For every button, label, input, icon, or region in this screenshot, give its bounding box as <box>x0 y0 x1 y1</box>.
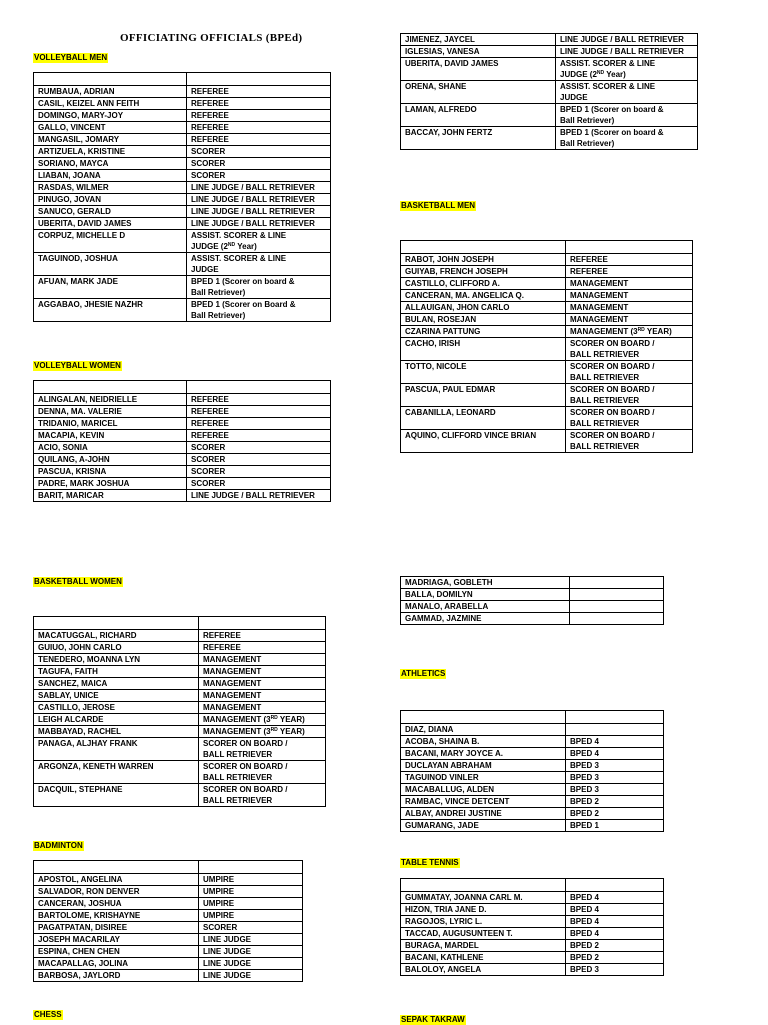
official-position: BPED 2 <box>566 796 664 808</box>
official-name: JOSEPH MACARILAY <box>34 934 199 946</box>
official-name: PINUGO, JOVAN <box>34 194 187 206</box>
official-name: MACABALLUG, ALDEN <box>401 784 566 796</box>
official-name: TOTTO, NICOLE <box>401 361 566 384</box>
official-name: CABANILLA, LEONARD <box>401 407 566 430</box>
table-row <box>34 738 326 761</box>
table-row <box>34 761 326 784</box>
official-name: LAMAN, ALFREDO <box>401 104 556 127</box>
table-row <box>401 784 664 796</box>
table-row <box>34 934 303 946</box>
official-position: SCORER <box>187 170 331 182</box>
table-row <box>34 110 331 122</box>
official-position: REFEREE <box>187 394 331 406</box>
table-row <box>34 466 331 478</box>
table-header-row <box>34 381 331 394</box>
official-name: MACAPIA, KEVIN <box>34 430 187 442</box>
official-name: AFUAN, MARK JADE <box>34 276 187 299</box>
official-name: PASCUA, PAUL EDMAR <box>401 384 566 407</box>
official-position: LINE JUDGE / BALL RETRIEVER <box>187 194 331 206</box>
volleyball-men-table <box>33 72 331 322</box>
official-position: ASSIST. SCORER & LINE JUDGE <box>556 81 698 104</box>
table-row <box>34 418 331 430</box>
table-row <box>401 589 664 601</box>
official-position <box>570 589 664 601</box>
table-row <box>34 86 331 98</box>
table-row <box>401 820 664 832</box>
official-position: LINE JUDGE / BALL RETRIEVER <box>187 206 331 218</box>
official-position <box>570 601 664 613</box>
official-name: PADRE, MARK JOSHUA <box>34 478 187 490</box>
official-position: BPED 4 <box>566 748 664 760</box>
table-row <box>34 714 326 726</box>
official-name: SANCHEZ, MAICA <box>34 678 199 690</box>
official-name: LEIGH ALCARDE <box>34 714 199 726</box>
table-row <box>401 892 664 904</box>
table-row <box>401 127 698 150</box>
table-row <box>34 970 303 982</box>
official-name: CANCERAN, JOSHUA <box>34 898 199 910</box>
volleyball-women-table <box>33 380 331 502</box>
official-name: ACIO, SONIA <box>34 442 187 454</box>
official-position: UMPIRE <box>199 886 303 898</box>
table-row <box>34 206 331 218</box>
table-row <box>34 490 331 502</box>
table-row <box>401 302 693 314</box>
official-name: GUMMATAY, JOANNA CARL M. <box>401 892 566 904</box>
official-name: LIABAN, JOANA <box>34 170 187 182</box>
table-row <box>34 406 331 418</box>
official-position: BPED 2 <box>566 940 664 952</box>
table-header-row <box>401 711 664 724</box>
official-name: AGGABAO, JHESIE NAZHR <box>34 299 187 322</box>
table-row <box>34 478 331 490</box>
official-name: CASIL, KEIZEL ANN FEITH <box>34 98 187 110</box>
basketball-women-continued-table <box>400 576 664 625</box>
official-name: ALBAY, ANDREI JUSTINE <box>401 808 566 820</box>
official-name: IGLESIAS, VANESA <box>401 46 556 58</box>
official-position: SCORER ON BOARD / BALL RETRIEVER <box>566 338 693 361</box>
table-row <box>34 276 331 299</box>
official-position: SCORER <box>187 146 331 158</box>
official-position: BPED 3 <box>566 784 664 796</box>
official-position: SCORER <box>187 478 331 490</box>
table-row <box>34 122 331 134</box>
table-row <box>34 922 303 934</box>
official-name: SABLAY, UNICE <box>34 690 199 702</box>
table-row <box>401 928 664 940</box>
table-row <box>401 46 698 58</box>
table-row <box>401 34 698 46</box>
table-row <box>34 886 303 898</box>
official-name: RASDAS, WILMER <box>34 182 187 194</box>
official-name: TAGUINOD, JOSHUA <box>34 253 187 276</box>
official-position: BPED 1 <box>566 820 664 832</box>
table-row <box>34 642 326 654</box>
table-header-row <box>401 879 664 892</box>
official-name: BACCAY, JOHN FERTZ <box>401 127 556 150</box>
section-label-athletics: ATHLETICS <box>401 669 446 678</box>
table-header-row <box>34 617 326 630</box>
official-position: MANAGEMENT (3RD YEAR) <box>566 326 693 338</box>
section-label-basketball-women: BASKETBALL WOMEN <box>34 577 122 586</box>
section-label-sepak-takraw: SEPAK TAKRAW <box>401 1015 465 1024</box>
official-name: JIMENEZ, JAYCEL <box>401 34 556 46</box>
section-label-chess: CHESS <box>34 1010 62 1019</box>
official-name: TACCAD, AUGUSUNTEEN T. <box>401 928 566 940</box>
table-header-row <box>401 241 693 254</box>
table-row <box>401 601 664 613</box>
official-position: REFEREE <box>187 86 331 98</box>
table-row <box>34 874 303 886</box>
official-name: HIZON, TRIA JANE D. <box>401 904 566 916</box>
table-row <box>401 314 693 326</box>
table-row <box>401 104 698 127</box>
official-position: BPED 1 (Scorer on board & Ball Retriever) <box>556 104 698 127</box>
official-position: LINE JUDGE / BALL RETRIEVER <box>187 490 331 502</box>
table-row <box>34 666 326 678</box>
official-position: BPED 2 <box>566 808 664 820</box>
official-position: SCORER ON BOARD / BALL RETRIEVER <box>566 361 693 384</box>
table-row <box>34 230 331 253</box>
table-row <box>401 254 693 266</box>
table-row <box>401 338 693 361</box>
table-row <box>34 218 331 230</box>
official-name: MANALO, ARABELLA <box>401 601 570 613</box>
official-position: BPED 1 (Scorer on board & Ball Retriever) <box>556 127 698 150</box>
table-row <box>34 630 326 642</box>
table-row <box>34 253 331 276</box>
table-row <box>401 952 664 964</box>
table-tennis-table <box>400 878 664 976</box>
official-name: TRIDANIO, MARICEL <box>34 418 187 430</box>
table-row <box>401 748 664 760</box>
official-name: BARBOSA, JAYLORD <box>34 970 199 982</box>
official-name: DOMINGO, MARY-JOY <box>34 110 187 122</box>
official-position: SCORER <box>187 158 331 170</box>
table-row <box>401 808 664 820</box>
official-name: ORENA, SHANE <box>401 81 556 104</box>
official-name: QUILANG, A-JOHN <box>34 454 187 466</box>
official-name: MACATUGGAL, RICHARD <box>34 630 199 642</box>
official-position: REFEREE <box>566 266 693 278</box>
official-position: REFEREE <box>199 630 326 642</box>
official-name: ARTIZUELA, KRISTINE <box>34 146 187 158</box>
official-position: LINE JUDGE <box>199 934 303 946</box>
table-row <box>34 702 326 714</box>
official-position: MANAGEMENT <box>566 278 693 290</box>
table-row <box>401 430 693 453</box>
official-name: ARGONZA, KENETH WARREN <box>34 761 199 784</box>
table-row <box>401 736 664 748</box>
official-name: CANCERAN, MA. ANGELICA Q. <box>401 290 566 302</box>
table-row <box>34 299 331 322</box>
official-position: BPED 3 <box>566 772 664 784</box>
table-row <box>34 958 303 970</box>
table-header-row <box>34 861 303 874</box>
official-position: UMPIRE <box>199 910 303 922</box>
table-row <box>401 278 693 290</box>
basketball-men-table <box>400 240 693 453</box>
official-name: CASTILLO, CLIFFORD A. <box>401 278 566 290</box>
official-name: CZARINA PATTUNG <box>401 326 566 338</box>
official-position: BPED 4 <box>566 904 664 916</box>
section-label-volleyball-men: VOLLEYBALL MEN <box>34 53 108 62</box>
table-row <box>34 654 326 666</box>
official-position: ASSIST. SCORER & LINE JUDGE (2ND Year) <box>187 230 331 253</box>
official-position: BPED 1 (Scorer on Board & Ball Retriever) <box>187 299 331 322</box>
official-name: UBERITA, DAVID JAMES <box>34 218 187 230</box>
official-name: ALLAUIGAN, JHON CARLO <box>401 302 566 314</box>
official-name: GUIUO, JOHN CARLO <box>34 642 199 654</box>
table-row <box>401 290 693 302</box>
table-row <box>401 58 698 81</box>
table-row <box>34 146 331 158</box>
official-name: SALVADOR, RON DENVER <box>34 886 199 898</box>
table-row <box>34 394 331 406</box>
official-position: BPED 4 <box>566 736 664 748</box>
table-row <box>401 577 664 589</box>
table-row <box>34 946 303 958</box>
section-label-table-tennis: TABLE TENNIS <box>401 858 459 867</box>
official-name: RAMBAC, VINCE DETCENT <box>401 796 566 808</box>
official-position: ASSIST. SCORER & LINE JUDGE <box>187 253 331 276</box>
official-name: RAGOJOS, LYRIC L. <box>401 916 566 928</box>
section-label-badminton: BADMINTON <box>34 841 83 850</box>
section-label-basketball-men: BASKETBALL MEN <box>401 201 476 210</box>
athletics-table <box>400 710 664 832</box>
table-row <box>34 134 331 146</box>
document-title: OFFICIATING OFFICIALS (BPEd) <box>120 32 303 44</box>
table-row <box>34 170 331 182</box>
table-row <box>401 724 664 736</box>
table-row <box>34 910 303 922</box>
official-position: BPED 3 <box>566 760 664 772</box>
table-row <box>34 690 326 702</box>
official-name: ALINGALAN, NEIDRIELLE <box>34 394 187 406</box>
table-row <box>401 613 664 625</box>
official-name: DENNA, MA. VALERIE <box>34 406 187 418</box>
official-position: BPED 4 <box>566 892 664 904</box>
official-position: LINE JUDGE <box>199 958 303 970</box>
table-row <box>34 898 303 910</box>
table-row <box>401 326 693 338</box>
official-position: SCORER ON BOARD / BALL RETRIEVER <box>199 784 326 807</box>
official-name: DIAZ, DIANA <box>401 724 566 736</box>
official-position: UMPIRE <box>199 874 303 886</box>
official-name: ACOBA, SHAINA B. <box>401 736 566 748</box>
table-row <box>34 726 326 738</box>
official-position: SCORER ON BOARD / BALL RETRIEVER <box>199 761 326 784</box>
table-row <box>401 361 693 384</box>
table-row <box>34 98 331 110</box>
official-name: BACANI, MARY JOYCE A. <box>401 748 566 760</box>
official-position: SCORER <box>187 454 331 466</box>
official-position: LINE JUDGE <box>199 946 303 958</box>
table-row <box>34 430 331 442</box>
official-position: UMPIRE <box>199 898 303 910</box>
official-position: LINE JUDGE / BALL RETRIEVER <box>556 46 698 58</box>
official-name: DACQUIL, STEPHANE <box>34 784 199 807</box>
official-name: BARTOLOME, KRISHAYNE <box>34 910 199 922</box>
official-name: GUMARANG, JADE <box>401 820 566 832</box>
official-name: APOSTOL, ANGELINA <box>34 874 199 886</box>
official-name: BACANI, KATHLENE <box>401 952 566 964</box>
table-row <box>401 904 664 916</box>
official-name: RUMBAUA, ADRIAN <box>34 86 187 98</box>
official-position: MANAGEMENT (3RD YEAR) <box>199 726 326 738</box>
official-position: MANAGEMENT <box>199 690 326 702</box>
official-name: MABBAYAD, RACHEL <box>34 726 199 738</box>
official-position: MANAGEMENT <box>566 314 693 326</box>
table-row <box>401 796 664 808</box>
official-name: TAGUINOD VINLER <box>401 772 566 784</box>
table-header-row <box>34 73 331 86</box>
official-name: AQUINO, CLIFFORD VINCE BRIAN <box>401 430 566 453</box>
section-label-volleyball-women: VOLLEYBALL WOMEN <box>34 361 121 370</box>
volleyball-men-continued-table <box>400 33 698 150</box>
official-name: SORIANO, MAYCA <box>34 158 187 170</box>
official-name: MANGASIL, JOMARY <box>34 134 187 146</box>
official-position: MANAGEMENT <box>199 678 326 690</box>
official-name: DUCLAYAN ABRAHAM <box>401 760 566 772</box>
official-position: SCORER <box>199 922 303 934</box>
official-name: PANAGA, ALJHAY FRANK <box>34 738 199 761</box>
official-position: MANAGEMENT <box>199 702 326 714</box>
badminton-table <box>33 860 303 982</box>
official-name: CACHO, IRISH <box>401 338 566 361</box>
official-position: ASSIST. SCORER & LINE JUDGE (2ND Year) <box>556 58 698 81</box>
official-name: TENEDERO, MOANNA LYN <box>34 654 199 666</box>
official-name: MACAPALLAG, JOLINA <box>34 958 199 970</box>
table-row <box>401 266 693 278</box>
table-row <box>401 81 698 104</box>
official-position <box>570 613 664 625</box>
official-name: RABOT, JOHN JOSEPH <box>401 254 566 266</box>
official-name: ESPINA, CHEN CHEN <box>34 946 199 958</box>
official-position: SCORER <box>187 466 331 478</box>
basketball-women-table <box>33 616 326 807</box>
official-position: REFEREE <box>199 642 326 654</box>
official-position: REFEREE <box>187 134 331 146</box>
official-name: CORPUZ, MICHELLE D <box>34 230 187 253</box>
table-row <box>34 678 326 690</box>
official-name: BURAGA, MARDEL <box>401 940 566 952</box>
table-row <box>401 940 664 952</box>
official-name: PAGATPATAN, DISIREE <box>34 922 199 934</box>
official-position: MANAGEMENT <box>199 654 326 666</box>
official-name: GALLO, VINCENT <box>34 122 187 134</box>
official-position: BPED 4 <box>566 928 664 940</box>
table-row <box>401 772 664 784</box>
official-position: REFEREE <box>187 430 331 442</box>
official-name: SANUCO, GERALD <box>34 206 187 218</box>
table-row <box>401 384 693 407</box>
official-position: REFEREE <box>187 110 331 122</box>
official-position: REFEREE <box>187 418 331 430</box>
official-name: MADRIAGA, GOBLETH <box>401 577 570 589</box>
table-row <box>34 194 331 206</box>
official-position <box>570 577 664 589</box>
official-position: LINE JUDGE / BALL RETRIEVER <box>556 34 698 46</box>
official-name: BALLA, DOMILYN <box>401 589 570 601</box>
official-position: SCORER ON BOARD / BALL RETRIEVER <box>566 430 693 453</box>
official-name: BULAN, ROSEJAN <box>401 314 566 326</box>
official-name: BALOLOY, ANGELA <box>401 964 566 976</box>
official-position: REFEREE <box>187 122 331 134</box>
official-name: TAGUFA, FAITH <box>34 666 199 678</box>
official-position: BPED 2 <box>566 952 664 964</box>
official-position: MANAGEMENT <box>199 666 326 678</box>
table-row <box>34 158 331 170</box>
official-position: SCORER ON BOARD / BALL RETRIEVER <box>566 384 693 407</box>
official-position: BPED 3 <box>566 964 664 976</box>
table-row <box>34 182 331 194</box>
table-row <box>401 964 664 976</box>
table-row <box>34 784 326 807</box>
official-position: REFEREE <box>187 406 331 418</box>
official-position: LINE JUDGE / BALL RETRIEVER <box>187 218 331 230</box>
official-name: UBERITA, DAVID JAMES <box>401 58 556 81</box>
table-row <box>34 454 331 466</box>
official-position: SCORER <box>187 442 331 454</box>
table-row <box>401 916 664 928</box>
official-position: MANAGEMENT (3RD YEAR) <box>199 714 326 726</box>
official-name: PASCUA, KRISNA <box>34 466 187 478</box>
official-position: LINE JUDGE <box>199 970 303 982</box>
official-position: MANAGEMENT <box>566 302 693 314</box>
official-position: MANAGEMENT <box>566 290 693 302</box>
official-position: LINE JUDGE / BALL RETRIEVER <box>187 182 331 194</box>
official-name: BARIT, MARICAR <box>34 490 187 502</box>
table-row <box>401 407 693 430</box>
official-position: BPED 1 (Scorer on board & Ball Retriever) <box>187 276 331 299</box>
official-position: REFEREE <box>566 254 693 266</box>
table-row <box>34 442 331 454</box>
official-position <box>566 724 664 736</box>
official-position: BPED 4 <box>566 916 664 928</box>
official-position: REFEREE <box>187 98 331 110</box>
official-position: SCORER ON BOARD / BALL RETRIEVER <box>566 407 693 430</box>
official-name: GUIYAB, FRENCH JOSEPH <box>401 266 566 278</box>
official-position: SCORER ON BOARD / BALL RETRIEVER <box>199 738 326 761</box>
table-row <box>401 760 664 772</box>
official-name: CASTILLO, JEROSE <box>34 702 199 714</box>
official-name: GAMMAD, JAZMINE <box>401 613 570 625</box>
